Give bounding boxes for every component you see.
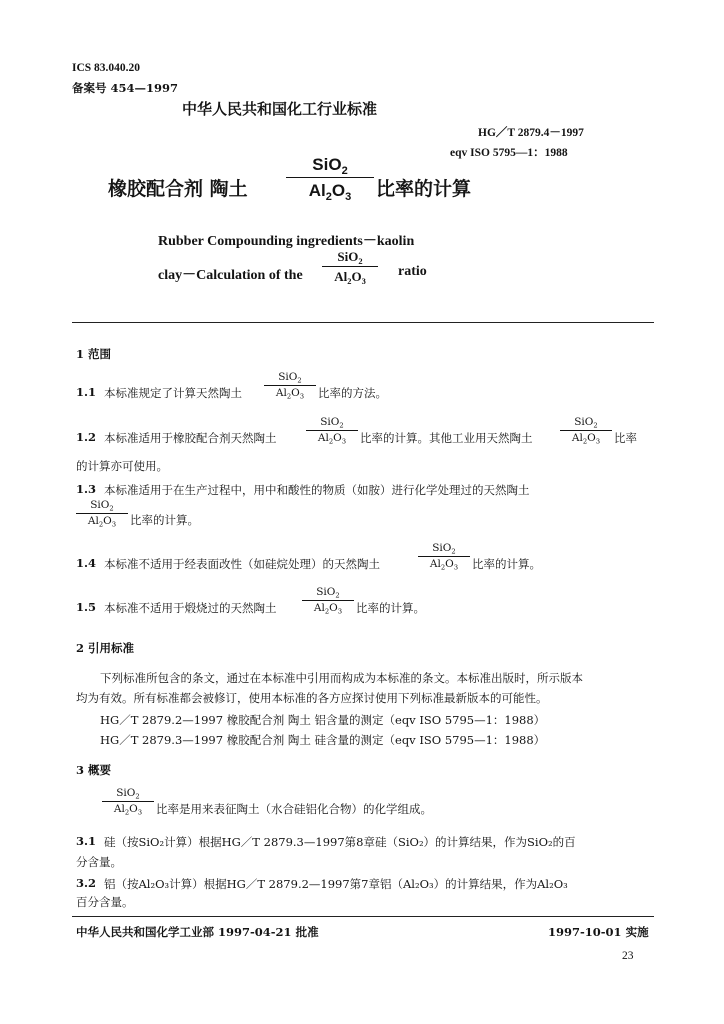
title-zh-suffix: 比率的计算 [376,178,472,200]
clause-1-2-formula-b: SiO$_2$ $Al_2O_3$ [560,417,612,443]
standard-number: HG／T 2879.4－1997 [478,127,584,139]
clause-1-1-post: 比率的方法。 [318,386,387,400]
clause-1-4-post: 比率的计算。 [472,557,541,571]
reference-item: HG／T 2879.3—1997 橡胶配合剂 陶土 硅含量的测定（eqv ISO 5795—1：1988） [100,733,546,747]
section3-intro: 比率是用来表征陶土（水合硅铝化合物）的化学组成。 [156,802,432,816]
clause-3-1-label: 3.1 [76,834,97,848]
section1-heading: 1 范围 [76,347,112,361]
ics-code: ICS 83.040.20 [72,62,141,74]
clause-1-2-post: 比率 [614,431,637,445]
approval-line: 中华人民共和国化学工业部 1997-04-21 批准 [76,925,319,939]
clause-3-2-line1: 铝（按Al₂O₃计算）根据HG／T 2879.2—1997第7章铝（Al₂O₃）的计算结果，作为Al₂O₃ [104,877,568,891]
clause-1-1-text: 本标准规定了计算天然陶土 [104,386,242,400]
clause-3-2-line2: 百分含量。 [76,895,134,909]
section2-heading: 2 引用标准 [76,641,135,655]
header-rule [72,322,654,323]
clause-1-3-post: 比率的计算。 [130,513,199,527]
clause-1-4-label: 1.4 [76,556,97,570]
clause-1-3-formula: SiO$_2$ $Al_2O_3$ [76,500,128,526]
standard-body: 中华人民共和国化工行业标准 [182,100,378,118]
effective-date: 1997-10-01 实施 [548,925,649,939]
page-number: 23 [622,950,634,962]
title-zh-prefix: 橡胶配合剂 陶土 [108,178,248,200]
section2-para-line2: 均为有效。所有标准都会被修订，使用本标准的各方应探讨使用下列标准最新版本的可能性。 [76,691,548,705]
title-en-line2-prefix: clay－Calculation of the [158,268,303,283]
clause-1-5-post: 比率的计算。 [356,601,425,615]
clause-1-5-text: 本标准不适用于煅烧过的天然陶土 [104,601,277,615]
section2-para-line1: 下列标准所包含的条文，通过在本标准中引用而构成为本标准的条文。本标准出版时，所示版本 [100,671,583,685]
footer-rule [72,916,654,917]
clause-1-5-formula: SiO$_2$ $Al_2O_3$ [302,587,354,613]
eqv-reference: eqv ISO 5795—1：1988 [450,147,568,159]
clause-3-1-line2: 分含量。 [76,855,122,869]
clause-1-1-formula: SiO$_2$ $Al_2O_3$ [264,372,316,398]
section3-heading: 3 概要 [76,763,112,777]
title-en-formula: SiO$_2$ $Al_2O_3$ [322,250,378,283]
title-en-line2-suffix: ratio [398,264,427,279]
clause-1-2-label: 1.2 [76,430,97,444]
clause-1-3-text: 本标准适用于在生产过程中，用中和酸性的物质（如胺）进行化学处理过的天然陶土 [104,483,530,497]
clause-1-1-label: 1.1 [76,385,97,399]
title-formula: SiO$_2$ $Al_2O_3$ [286,156,374,199]
clause-1-3-label: 1.3 [76,482,97,496]
title-en-line1: Rubber Compounding ingredients－kaolin [158,234,415,249]
clause-3-2-label: 3.2 [76,876,97,890]
clause-1-4-text: 本标准不适用于经表面改性（如硅烷处理）的天然陶土 [104,557,380,571]
clause-1-2-text: 本标准适用于橡胶配合剂天然陶土 [104,431,277,445]
clause-1-2-line2: 的计算亦可使用。 [76,459,168,473]
clause-1-4-formula: SiO$_2$ $Al_2O_3$ [418,543,470,569]
reference-item: HG／T 2879.2—1997 橡胶配合剂 陶土 铝含量的测定（eqv ISO 5795—1：1988） [100,713,546,727]
clause-1-2-formula-a: SiO$_2$ $Al_2O_3$ [306,417,358,443]
clause-1-5-label: 1.5 [76,600,97,614]
section3-formula: SiO$_2$ $Al_2O_3$ [102,788,154,814]
record-number: 备案号 454—1997 [72,81,179,95]
clause-1-2-mid: 比率的计算。其他工业用天然陶土 [360,431,533,445]
clause-3-1-line1: 硅（按SiO₂计算）根据HG／T 2879.3—1997第8章硅（SiO₂）的计算结果，作为SiO₂的百 [104,835,576,849]
